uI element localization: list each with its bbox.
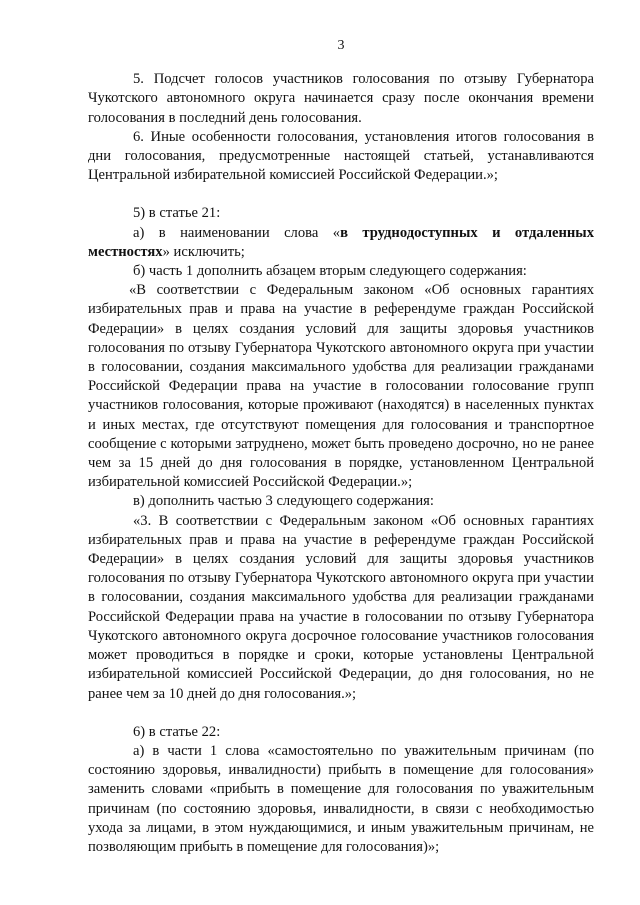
paragraph: «В соответствии с Федеральным законом «Об основных гарантиях избирательных прав и права на участие в референдуме граждан Российской Федерации» в целях создания условий для защиты здоровья участников голосования по отзыву Губернатора Чукотского автономного округа при участии в голосовании, создания максимального удобства для реализации гражданами Российской Федерации права на участие в голосовании голосование групп участников голосования, которые проживают (находятся) в населенных пунктах и иных местах, где отсутствуют помещения для голосования и транспортное сообщение с которыми затруднено, может быть проведено досрочно, но не ранее чем за 15 дней до дня голосования в порядке, установленном Центральной избирательной комиссией Российской Федерации.»; <box>88 282 594 491</box>
paragraph-text: » исключить; <box>162 243 245 260</box>
page-number: 3 <box>337 38 345 53</box>
paragraph: 6. Иные особенности голосования, установления итогов голосования в дни голосования, предусмотренные настоящей статьей, устанавливаются Центральной избирательной комиссией Российской Федерации.»; <box>88 128 594 184</box>
paragraph: в) дополнить частью 3 следующего содержания: <box>133 493 434 510</box>
bold-phrase: в труднодоступных и отдаленных местностях <box>88 224 594 260</box>
paragraph: 6) в статье 22: <box>133 723 221 740</box>
paragraph: а) в части 1 слова «самостоятельно по уважительным причинам (по состоянию здоровья, инвалидности) прибыть в помещение для голосования» заменить словами «прибыть в помещение для голосования по уважительным причинам (по состоянию здоровья, инвалидности, в связи с необходимостью ухода за лицами, в этом нуждающимися, и иным уважительным причинам, не позволяющим прибыть в помещение для голосования)»; <box>88 742 594 855</box>
paragraph: 5. Подсчет голосов участников голосования по отзыву Губернатора Чукотского автономного округа начинается сразу после окончания времени голосования в последний день голосования. <box>88 71 594 126</box>
paragraph-text: а) в наименовании слова « <box>133 224 341 241</box>
paragraph: б) часть 1 дополнить абзацем вторым следующего содержания: <box>133 263 527 280</box>
paragraph-gap <box>88 185 594 204</box>
document-body <box>88 70 594 857</box>
paragraph-gap <box>88 704 594 723</box>
paragraph: 5) в статье 21: <box>133 205 221 222</box>
paragraph: «3. В соответствии с Федеральным законом «Об основных гарантиях избирательных прав и права на участие в референдуме граждан Российской Федерации» в целях создания условий для защиты здоровья участников голосования по отзыву Губернатора Чукотского автономного округа при участии в голосовании, создания максимального удобства для реализации гражданами Российской Федерации права на участие в голосовании по отзыву Губернатора Чукотского автономного округа досрочное голосование участников голосования может проводиться в порядке и сроки, которые установлены Центральной избирательной комиссией Российской Федерации, до дня голосования, но не ранее чем за 10 дней до дня голосования.»; <box>88 512 594 702</box>
paragraph <box>88 224 594 262</box>
